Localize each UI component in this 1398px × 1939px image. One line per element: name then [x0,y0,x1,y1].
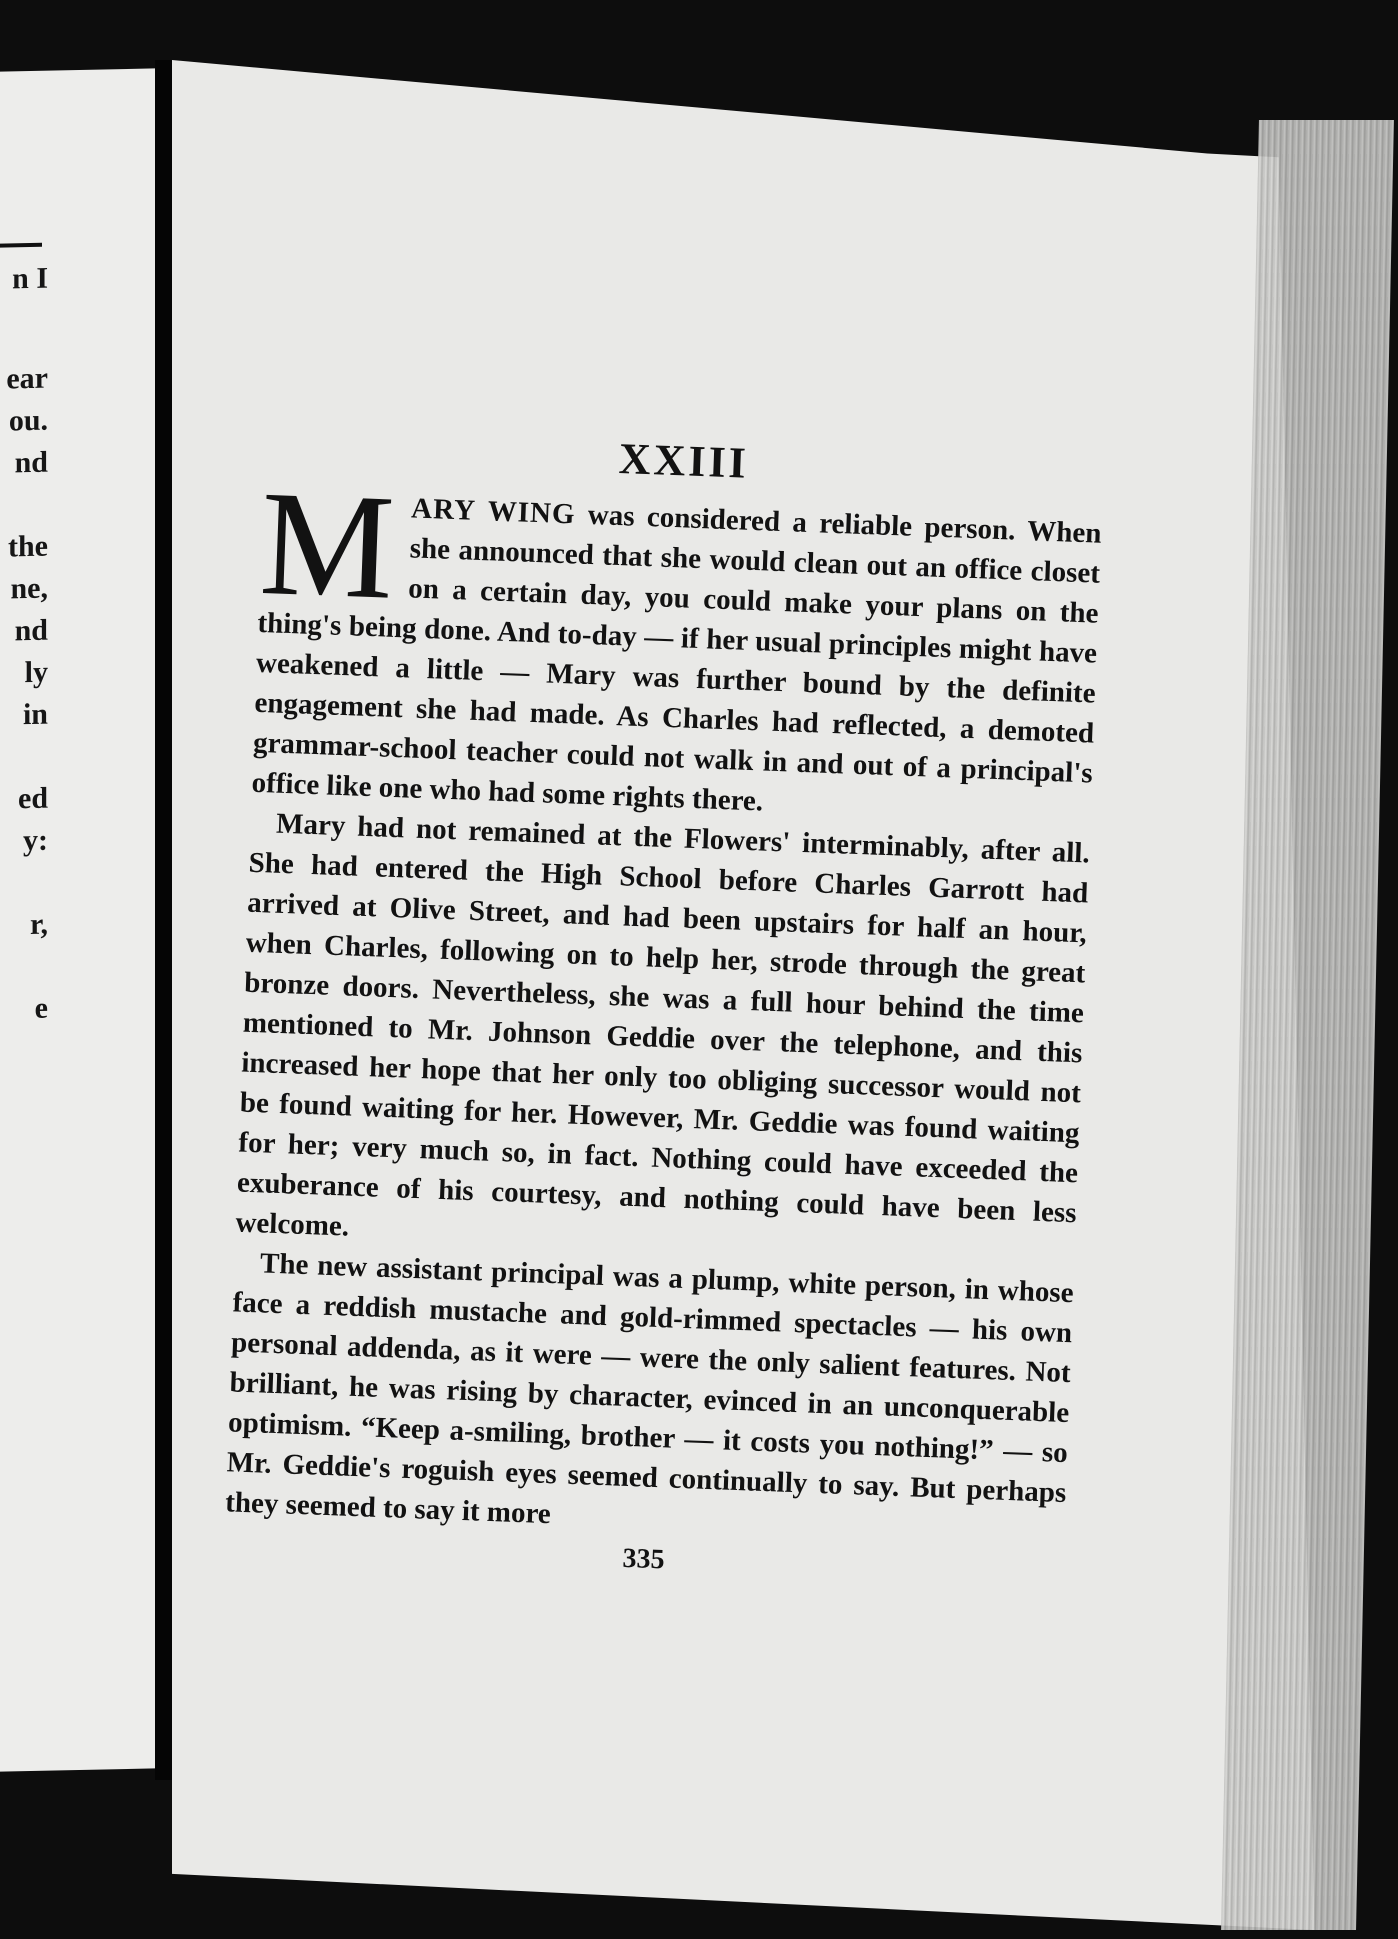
page-text [223,420,1104,1591]
header-rule [0,243,42,248]
paragraph [225,1242,1075,1553]
left-page-fragment: ne, [10,571,48,606]
left-page-fragment: ou. [8,403,48,438]
left-page-fragment: y: [23,823,48,858]
chapter-heading: XXIII [617,434,750,488]
left-page-fragment: nd [14,613,48,648]
left-page-fragment: r, [29,907,48,941]
paragraph-text: The new assistant principal was a plump, white person, in whose face a reddish mustache and gold-rimmed spectacles — his own personal addenda, as it were — were the only salient features. Not brilliant, he was rising by character, evinced in an unconquerable optimism. “Keep a-smiling, brother — it costs you nothing!” — so Mr. Geddie's roguish eyes seemed continually to say. But perhaps they seemed to say it more [224,1247,1075,1531]
left-page-fragment: nd [14,445,48,480]
left-page-fragment: ed [18,781,48,816]
paragraph [235,803,1091,1273]
left-page-fragment: the [8,529,48,564]
left-page-fragment: e [34,991,48,1025]
left-page-fragment: in [22,697,48,732]
left-page-fragment: n I [12,261,48,296]
drop-cap: M [257,459,397,631]
facing-page-left [0,68,155,1771]
page-number: 335 [621,1542,666,1576]
left-page-fragment: ly [24,655,48,690]
left-page-fragment: ear [6,361,48,396]
lead-in: ARY WING [410,492,577,531]
paragraph-text: Mary had not remained at the Flowers' interminably, after all. She had entered the High School before Charles Garrott had arrived at Olive Street, and had been upstairs for half an hour, when Charles, following on to help her, strode through the great bronze doors. Nevertheless, she was a full hour behind the time mentioned to Mr. Johnson Geddie over the telephone, and this increased her hope that her only too obliging successor would not be found waiting for her. However, Mr. Geddie was found waiting for her; very much so, in fact. Nothing could have exceeded the exuberance of his courtesy, and nothing could have been less welcome. [234,807,1091,1243]
paragraph-text: was considered a reliable person. When she announced that she would clean out an office closet on a certain day, you could make your plans on the thing's being done. And to-day — if her usual principles might have weakened a little — Mary was further bound by the definite engagement she had made. As Charles had reflected, a demoted grammar-school teacher could not walk in and out of a principal's office like one who had some rights there. [251,498,1102,818]
